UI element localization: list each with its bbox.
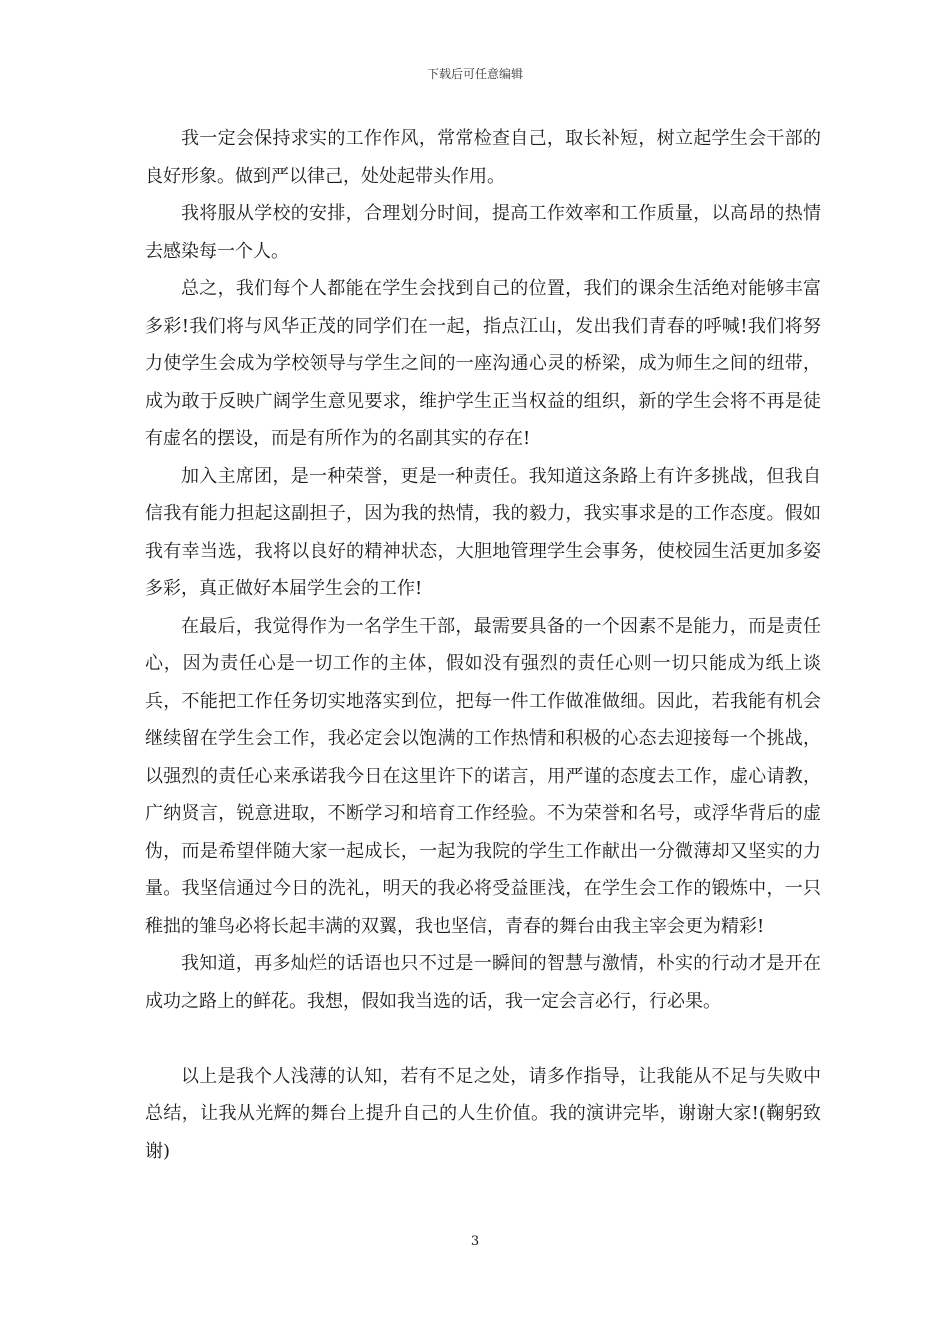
page-header: 下载后可任意编辑 bbox=[426, 67, 523, 81]
paragraph: 加入主席团，是一种荣誉，更是一种责任。我知道这条路上有许多挑战，但我自信我有能力担起这副担子，因为我的热情，我的毅力，我实事求是的工作态度。假如我有幸当选，我将以良好的精神状态，大胆地管理学生会事务，使校园生活更加多姿多彩，真正做好本届学生会的工作! bbox=[145, 465, 821, 599]
paragraph: 以上是我个人浅薄的认知，若有不足之处，请多作指导，让我能从不足与失败中总结，让我从光辉的舞台上提升自己的人生价值。我的演讲完毕，谢谢大家!(鞠躬致谢) bbox=[145, 1065, 821, 1162]
blank-line bbox=[145, 1020, 821, 1058]
paragraph: 我一定会保持求实的工作作风，常常检查自己，取长补短，树立起学生会干部的良好形象。做到严以律己，处处起带头作用。 bbox=[145, 128, 821, 187]
paragraph: 在最后，我觉得作为一名学生干部，最需要具备的一个因素不是能力，而是责任心，因为责任心是一切工作的主体，假如没有强烈的责任心则一切只能成为纸上谈兵，不能把工作任务切实地落实到位，把每一件工作做准做细。因此，若我能有机会继续留在学生会工作，我必定会以饱满的工作热情和积极的心态去迎接每一个挑战，以强烈的责任心来承诺我今日在这里许下的诺言，用严谨的态度去工作，虚心请教，广纳贤言，锐意进取，不断学习和培育工作经验。不为荣誉和名号，或浮华背后的虚伪，而是希望伴随大家一起成长，一起为我院的学生工作献出一分微薄却又坚实的力量。我坚信通过今日的洗礼，明天的我必将受益匪浅，在学生会工作的锻炼中，一只稚拙的雏鸟必将长起丰满的双翼，我也坚信，青春的舞台由我主宰会更为精彩! bbox=[145, 615, 821, 937]
document-body bbox=[145, 120, 821, 1170]
page-number: 3 bbox=[470, 1234, 480, 1249]
paragraph: 我将服从学校的安排，合理划分时间，提高工作效率和工作质量，以高昂的热情去感染每一个人。 bbox=[145, 203, 821, 262]
paragraph: 我知道，再多灿烂的话语也只不过是一瞬间的智慧与激情，朴实的行动才是开在成功之路上的鲜花。我想，假如我当选的话，我一定会言必行，行必果。 bbox=[145, 953, 821, 1012]
paragraph: 总之，我们每个人都能在学生会找到自己的位置，我们的课余生活绝对能够丰富多彩!我们将与风华正茂的同学们在一起，指点江山，发出我们青春的呼喊!我们将努力使学生会成为学校领导与学生之间的一座沟通心灵的桥梁，成为师生之间的纽带，成为敢于反映广阔学生意见要求，维护学生正当权益的组织，新的学生会将不再是徒有虚名的摆设，而是有所作为的名副其实的存在! bbox=[145, 278, 821, 449]
